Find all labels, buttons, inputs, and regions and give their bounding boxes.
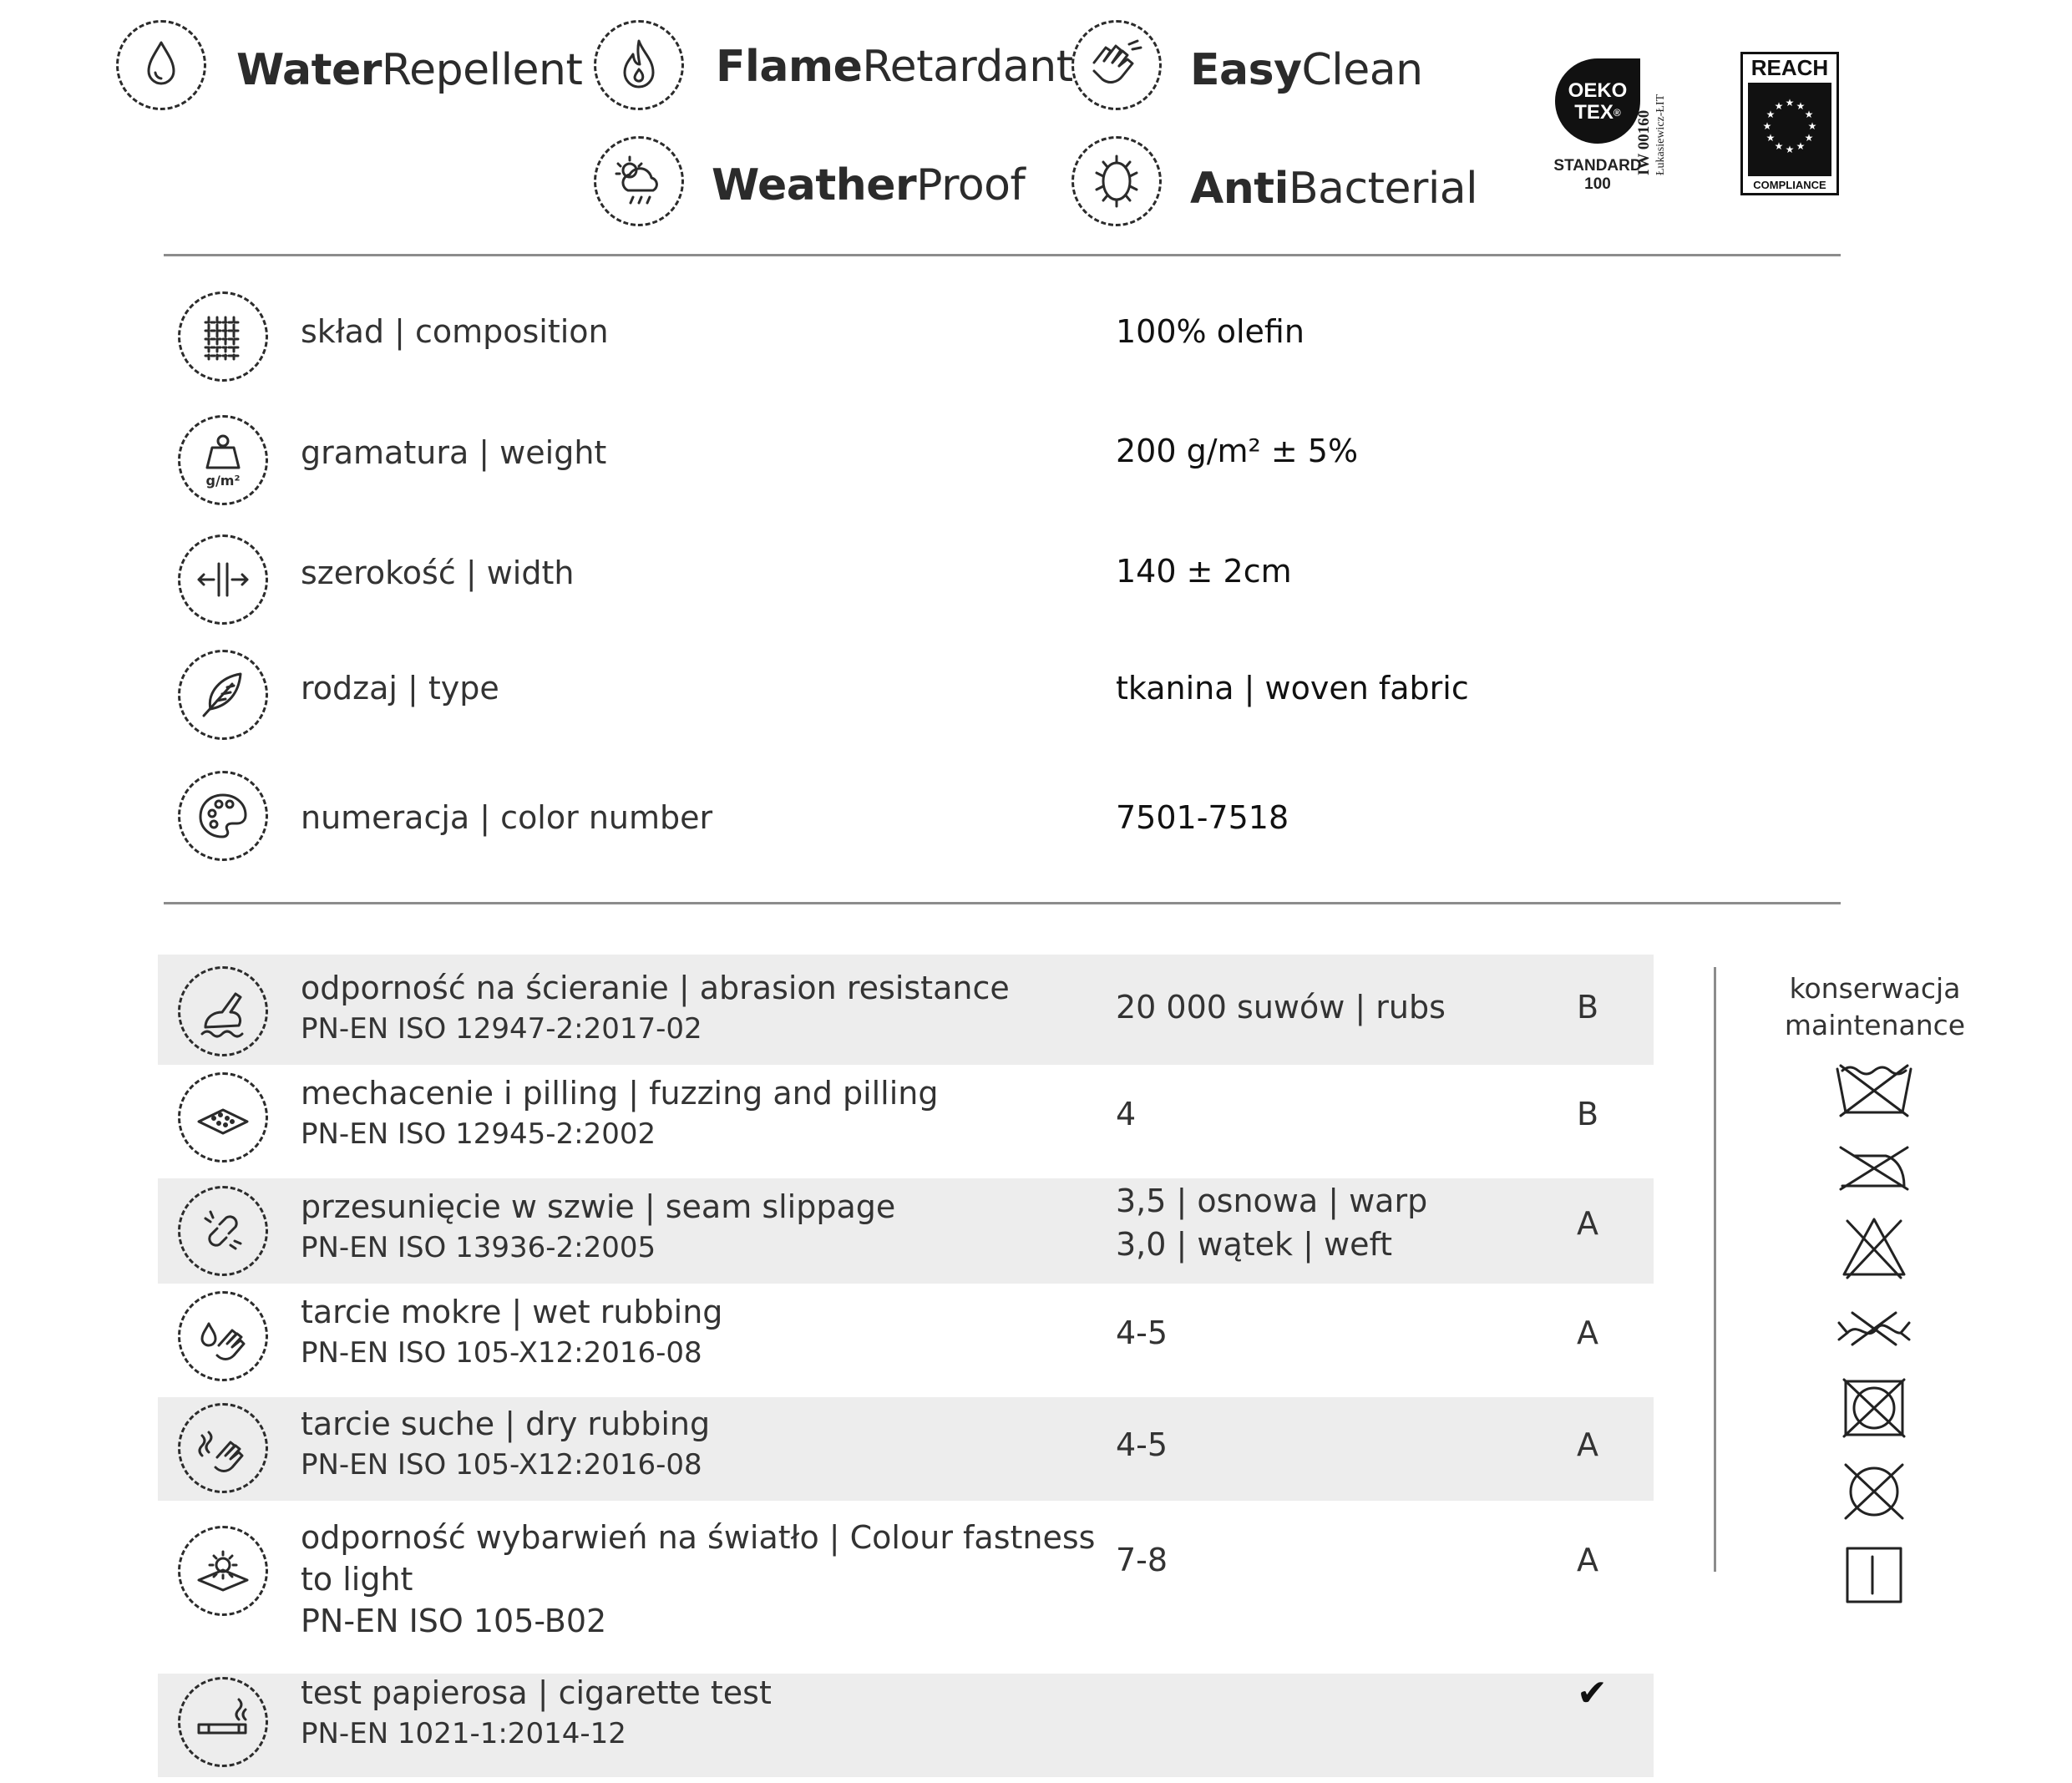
test-class: A [1577, 1542, 1598, 1578]
spec-value-color-number: 7501-7518 [1116, 799, 1289, 836]
pilling-icon [178, 1072, 268, 1162]
oeko-tex-certificate: IW 00160 Łukasiewicz-ŁIT [1635, 94, 1667, 175]
wet-rubbing-icon [178, 1291, 268, 1381]
water-drop-icon [116, 20, 206, 110]
spec-label-color-number: numeracja | color number [301, 799, 713, 836]
svg-text:★: ★ [1762, 120, 1772, 132]
do-not-wash-icon [1834, 1062, 1914, 1119]
svg-text:★: ★ [1766, 132, 1776, 144]
spec-label-width: szerokość | width [301, 555, 575, 591]
test-name: test papierosa | cigarette test [301, 1674, 772, 1711]
test-value: 4-5 [1116, 1314, 1168, 1351]
do-not-iron-icon [1837, 1144, 1911, 1193]
palette-icon [178, 771, 268, 861]
feature-water-repellent: WaterRepellent [236, 45, 583, 95]
svg-text:★: ★ [1796, 100, 1806, 112]
do-not-dry-clean-icon [1841, 1460, 1907, 1523]
svg-text:★: ★ [1804, 132, 1814, 144]
abrasion-icon [178, 966, 268, 1056]
test-standard: PN-EN ISO 13936-2:2005 [301, 1231, 656, 1264]
test-value: 3,5 | osnowa | warp [1116, 1183, 1428, 1219]
do-not-wring-icon [1834, 1309, 1914, 1348]
check-icon: ✔ [1577, 1672, 1608, 1715]
test-standard: PN-EN ISO 105-X12:2016-08 [301, 1448, 702, 1482]
width-arrows-icon [178, 534, 268, 625]
test-value: 7-8 [1116, 1542, 1168, 1578]
test-standard: PN-EN ISO 12945-2:2002 [301, 1117, 656, 1151]
test-name: odporność na ścieranie | abrasion resistance [301, 970, 1010, 1006]
seam-link-icon [178, 1186, 268, 1276]
spec-label-type: rodzaj | type [301, 670, 499, 707]
do-not-tumble-dry-icon [1841, 1376, 1907, 1440]
test-name: tarcie suche | dry rubbing [301, 1406, 711, 1442]
test-value: 20 000 suwów | rubs [1116, 989, 1446, 1026]
spec-value-type: tkanina | woven fabric [1116, 670, 1469, 707]
test-class: A [1577, 1426, 1598, 1463]
test-class: B [1577, 1096, 1599, 1132]
cloud-sun-rain-icon [594, 136, 684, 226]
test-value: 4-5 [1116, 1426, 1168, 1463]
svg-text:★: ★ [1774, 100, 1784, 112]
spec-value-composition: 100% olefin [1116, 313, 1304, 350]
cigarette-icon [178, 1677, 268, 1767]
svg-text:★: ★ [1785, 97, 1795, 109]
test-standard: PN-EN ISO 12947-2:2017-02 [301, 1012, 702, 1046]
divider [164, 902, 1841, 904]
svg-text:★: ★ [1804, 109, 1814, 120]
sun-fabric-icon [178, 1526, 268, 1616]
svg-text:★: ★ [1774, 140, 1784, 152]
test-name: tarcie mokre | wet rubbing [301, 1294, 723, 1330]
test-class: A [1577, 1314, 1598, 1351]
do-not-bleach-icon [1841, 1216, 1907, 1279]
spec-value-width: 140 ± 2cm [1116, 553, 1292, 590]
test-standard: PN-EN 1021-1:2014-12 [301, 1717, 626, 1750]
weight-icon: g/m² [178, 415, 268, 505]
eu-stars-icon [1748, 83, 1831, 176]
feature-easy-clean: EasyClean [1190, 45, 1423, 95]
line-dry-icon [1842, 1543, 1906, 1607]
svg-text:★: ★ [1766, 109, 1776, 120]
spec-label-composition: skład | composition [301, 313, 609, 350]
test-class: B [1577, 989, 1599, 1026]
maintenance-title: konserwacja maintenance [1784, 972, 1966, 1041]
test-class: A [1577, 1205, 1598, 1242]
test-value: 4 [1116, 1096, 1137, 1132]
feature-weather-proof: WeatherProof [712, 160, 1026, 210]
feature-flame-retardant: FlameRetardant [716, 42, 1073, 92]
test-value: 3,0 | wątek | weft [1116, 1226, 1393, 1263]
test-name: odporność wybarwień na światło | Colour fastness [301, 1519, 1096, 1556]
bacteria-icon [1071, 136, 1162, 226]
feature-anti-bacterial: AntiBacterial [1190, 164, 1478, 214]
test-standard: PN-EN ISO 105-B02 [301, 1603, 607, 1639]
svg-text:★: ★ [1807, 120, 1817, 132]
flame-icon [594, 20, 684, 110]
feather-icon [178, 650, 268, 740]
hand-wipe-icon [1071, 20, 1162, 110]
vertical-divider [1714, 967, 1716, 1572]
divider [164, 254, 1841, 256]
spec-label-weight: gramatura | weight [301, 434, 607, 471]
oeko-tex-standard: STANDARD 100 [1553, 157, 1642, 193]
reach-compliance-logo: REACH ★ ★ ★ ★ ★ ★ ★ ★ ★ ★ ★ ★ COMPLIANCE [1740, 52, 1839, 195]
spec-value-weight: 200 g/m² ± 5% [1116, 433, 1359, 469]
weave-icon [178, 291, 268, 382]
test-name: mechacenie i pilling | fuzzing and pilling [301, 1075, 939, 1112]
test-standard: PN-EN ISO 105-X12:2016-08 [301, 1336, 702, 1370]
dry-rubbing-icon [178, 1403, 268, 1493]
svg-text:★: ★ [1796, 140, 1806, 152]
oeko-tex-logo: OEKO TEX® [1552, 55, 1644, 147]
test-name: to light [301, 1561, 413, 1598]
test-name: przesunięcie w szwie | seam slippage [301, 1188, 896, 1225]
svg-text:★: ★ [1785, 144, 1795, 155]
